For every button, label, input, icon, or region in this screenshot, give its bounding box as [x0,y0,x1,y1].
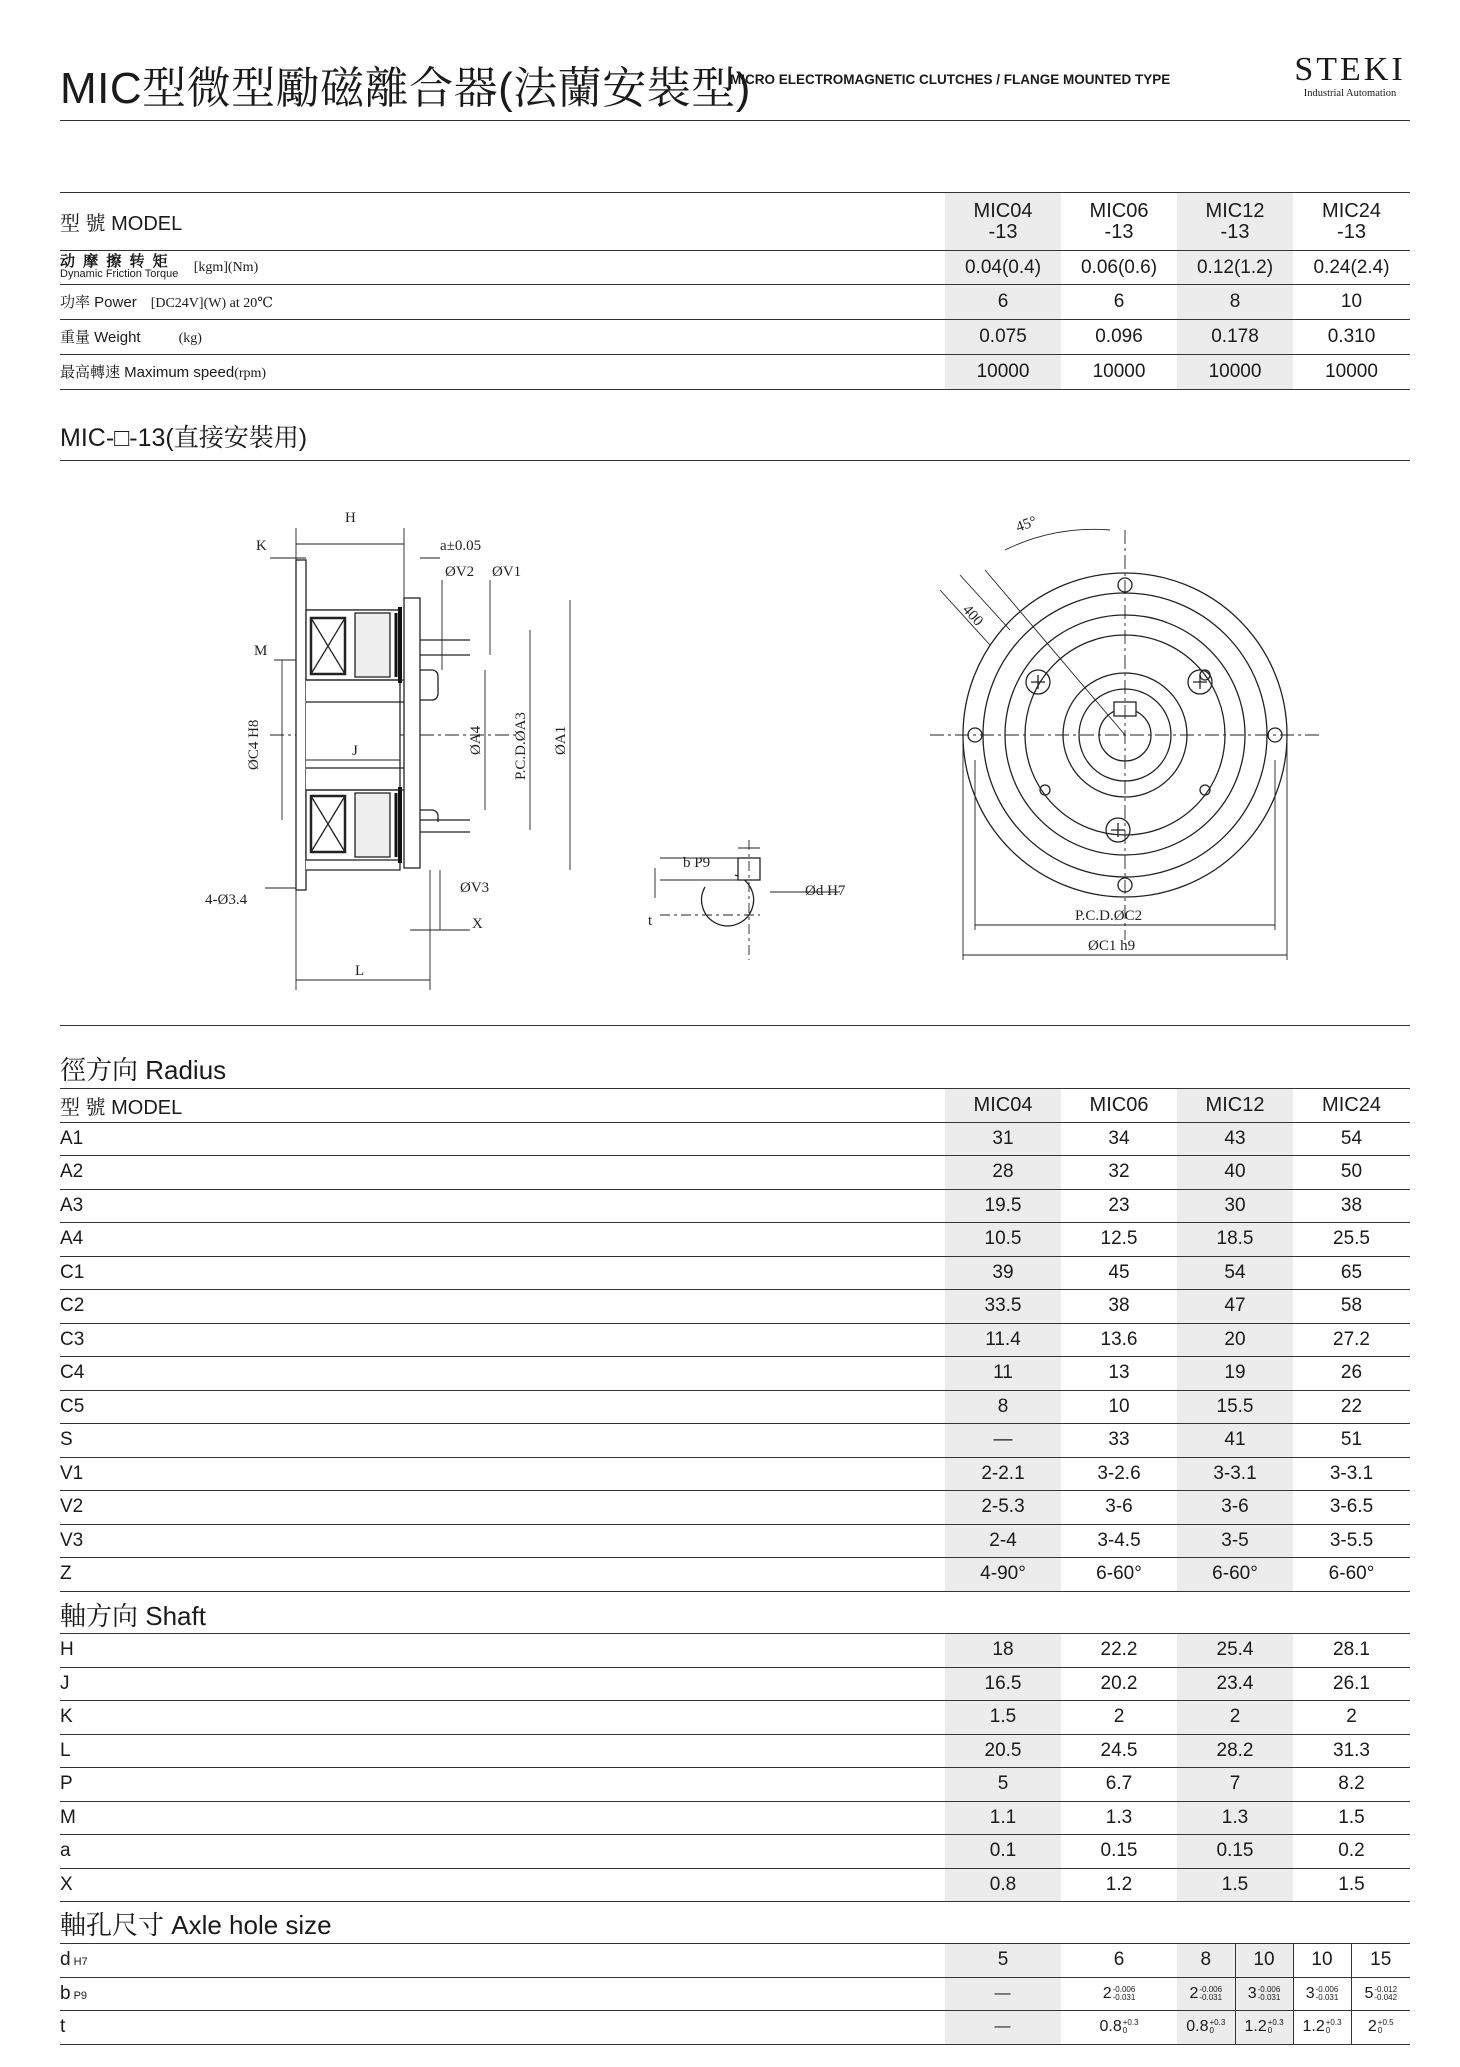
header-rule [60,120,1410,121]
radius-value: 33.5 [945,1290,1061,1324]
radius-value: 20 [1177,1323,1293,1357]
radius-value: 51 [1340,1429,1363,1451]
axle-t-value: 1.2 +0.3 0 [1235,2011,1293,2045]
radius-value: 8 [945,1390,1061,1424]
radius-value: 4-90° [945,1558,1061,1592]
shaft-key: X [60,1873,73,1895]
shaft-row [60,1768,1410,1802]
drawing-bottom-rule [60,1025,1410,1026]
radius-value: 65 [1340,1261,1363,1283]
radius-value: 11 [945,1357,1061,1391]
page-title: MIC型微型勵磁離合器(法蘭安裝型) [60,64,751,113]
radius-value: 2-4 [945,1524,1061,1558]
shaft-value: 24.5 [1100,1739,1138,1761]
label-A1: ØA1 [553,725,569,755]
radius-value: 3-2.6 [1097,1462,1141,1484]
page-subtitle: MICRO ELECTROMAGNETIC CLUTCHES / FLANGE MOUNTED TYPE [730,72,1171,87]
model-header: MIC04 [945,1089,1061,1123]
radius-value: 6-60° [1177,1558,1293,1592]
model-header: MIC12 [1177,1089,1293,1123]
radius-value: 10 [1108,1395,1130,1417]
radius-value: 19 [1177,1357,1293,1391]
model-header: MIC06 -13 [1089,199,1149,243]
weight-label: 重量 Weight (kg) [60,329,202,346]
label-L: L [355,963,365,979]
model-header: MIC06 [1089,1093,1149,1116]
axle-d-label: d H7 [60,1949,88,1971]
shaft-value: 20.2 [1100,1672,1138,1694]
shaft-value: 0.15 [1100,1840,1138,1862]
label-V2: ØV2 [445,564,475,580]
shaft-value: 25.4 [1177,1634,1293,1668]
shaft-value: 20.5 [945,1734,1061,1768]
shaft-value: 1.1 [945,1801,1061,1835]
radius-row [60,1457,1410,1491]
radius-value: 22 [1340,1395,1363,1417]
radius-value: 6-60° [1096,1563,1142,1585]
radius-key: C5 [60,1395,85,1417]
torque-label: 动 摩 擦 转 矩 Dynamic Friction Torque [kgm](Nm) [60,252,259,280]
radius-value: 11.4 [945,1323,1061,1357]
radius-row [60,1223,1410,1257]
radius-value: 19.5 [945,1189,1061,1223]
axle-d-value: 15 [1370,1949,1392,1971]
axle-t-row [60,2011,1410,2045]
model-header: MIC24 [1322,1093,1381,1116]
radius-value: 34 [1108,1127,1130,1149]
radius-value: 12.5 [1100,1228,1138,1250]
label-J: J [352,743,358,759]
shaft-value: 8.2 [1338,1773,1365,1795]
radius-value: 13 [1108,1362,1130,1384]
axle-t-value: 2 +0.5 0 [1367,2018,1394,2036]
shaft-title: 軸方向 Shaft [60,1601,206,1631]
shaft-value: 26.1 [1333,1672,1370,1694]
radius-key: A1 [60,1127,84,1149]
radius-row [60,1189,1410,1223]
speed-value: 10000 [1092,361,1146,382]
radius-row [60,1491,1410,1525]
radius-value: 27.2 [1333,1328,1370,1350]
model-header: MIC24 -13 [1322,199,1381,243]
shaft-value: 0.2 [1338,1840,1365,1862]
radius-value: 38 [1108,1295,1130,1317]
radius-value: 18.5 [1177,1223,1293,1257]
shaft-value: 7 [1177,1768,1293,1802]
spec-speed-row [60,355,1410,390]
shaft-row [60,1701,1410,1735]
radius-value: 3-3.1 [1329,1462,1374,1484]
weight-value: 0.310 [1327,326,1376,347]
radius-value: 3-4.5 [1097,1529,1141,1551]
radius-key: C3 [60,1328,85,1350]
shaft-value: 2 [1113,1706,1125,1728]
axle-d-row [60,1944,1410,1978]
shaft-value: 1.5 [1177,1868,1293,1902]
radius-value: 47 [1177,1290,1293,1324]
radius-value: 43 [1177,1122,1293,1156]
radius-value: 50 [1340,1161,1363,1183]
label-A4: ØA4 [468,725,484,755]
label-C1: ØC1 h9 [1088,938,1136,954]
model-header: MIC04 -13 [945,193,1061,251]
speed-value: 10000 [1325,361,1378,382]
radius-key: C1 [60,1261,85,1283]
radius-value: 45 [1108,1261,1130,1283]
axle-b-value: 2 -0.006 -0.031 [1177,1977,1235,2011]
axle-d-value: 6 [1113,1949,1125,1971]
power-label: 功率 Power [DC24V](W) at 20℃ [60,294,273,311]
radius-value: 3-6 [1105,1496,1133,1518]
shaft-key: J [60,1672,70,1694]
label-M: M [254,643,268,659]
axle-t-value: 0.8 +0.3 0 [1177,2011,1235,2045]
weight-value: 0.075 [945,320,1061,355]
radius-value: 23 [1108,1194,1130,1216]
label-A3: P.C.D.ØA3 [513,712,529,780]
shaft-key: P [60,1773,73,1795]
radius-value: 2-5.3 [945,1491,1061,1525]
axle-b-value: 3 -0.006 -0.031 [1293,1977,1351,2011]
axle-t-value: 0.8 +0.3 0 [1099,2018,1139,2036]
label-C4: ØC4 H8 [246,719,262,770]
shaft-row [60,1868,1410,1902]
spec-model-row [60,193,1410,251]
axle-b-value: 5 -0.012 -0.042 [1364,1984,1398,2002]
radius-table [60,1088,1410,1592]
brand-name: STEKI [1294,51,1406,88]
radius-value: 30 [1177,1189,1293,1223]
shaft-value: 5 [945,1768,1061,1802]
axle-b-label: b P9 [60,1982,88,2004]
spec-weight-row [60,320,1410,355]
radius-value: 54 [1340,1127,1363,1149]
shaft-value: 0.15 [1177,1835,1293,1869]
label-V1: ØV1 [492,564,522,580]
axle-d-value: 5 [945,1944,1061,1978]
radius-value: 40 [1177,1156,1293,1190]
shaft-value: 1.2 [1105,1873,1133,1895]
radius-key: A2 [60,1161,84,1183]
radius-value: 6-60° [1328,1563,1375,1585]
radius-value: 3-6 [1177,1491,1293,1525]
radius-key: C4 [60,1362,85,1384]
radius-value: 31 [945,1122,1061,1156]
power-value: 10 [1340,291,1363,312]
shaft-value: 0.1 [945,1835,1061,1869]
radius-row [60,1290,1410,1324]
label-holes: 4-Ø3.4 [205,892,248,908]
shaft-row [60,1634,1410,1668]
radius-value: 33 [1108,1429,1130,1451]
shaft-key: H [60,1639,74,1661]
shaft-value: 18 [945,1634,1061,1668]
radius-title: 徑方向 Radius [60,1055,227,1085]
radius-value: 3-5.5 [1329,1529,1374,1551]
model-header: MIC12 -13 [1177,193,1293,251]
torque-value: 0.04(0.4) [945,251,1061,285]
label-dH7: Ød H7 [805,883,846,899]
radius-key: V3 [60,1529,84,1551]
radius-row [60,1256,1410,1290]
weight-value: 0.178 [1177,320,1293,355]
radius-value: 38 [1340,1194,1363,1216]
shaft-row [60,1801,1410,1835]
shaft-value: 0.8 [945,1868,1061,1902]
radius-row [60,1156,1410,1190]
axle-d-value: 10 [1293,1944,1351,1978]
shaft-row [60,1835,1410,1869]
radius-value: 58 [1340,1295,1363,1317]
brand-tagline: Industrial Automation [1303,88,1397,99]
shaft-key: M [60,1806,76,1828]
shaft-value: 22.2 [1100,1639,1138,1661]
shaft-value: 6.7 [1105,1773,1133,1795]
axle-t-value: 1.2 +0.3 0 [1293,2011,1351,2045]
spec-table [60,192,1410,390]
radius-key: V1 [60,1462,84,1484]
torque-value: 0.06(0.6) [1080,256,1158,278]
axle-b-value: 3 -0.006 -0.031 [1235,1977,1293,2011]
shaft-key: K [60,1706,73,1728]
label-K: K [256,538,267,554]
radius-row [60,1524,1410,1558]
axle-b-row [60,1977,1410,2011]
radius-value: 3-3.1 [1177,1457,1293,1491]
model-label: 型 號 MODEL [60,1096,183,1119]
label-X: X [472,916,483,932]
axle-t-value: — [945,2011,1061,2045]
label-t: t [648,913,653,929]
radius-value: 2-2.1 [945,1457,1061,1491]
speed-value: 10000 [1177,355,1293,390]
axle-d-value: 8 [1177,1944,1235,1978]
radius-value: 15.5 [1177,1390,1293,1424]
spec-torque-row [60,251,1410,285]
shaft-value: 1.5 [1338,1806,1365,1828]
radius-value: 28 [945,1156,1061,1190]
shaft-row [60,1734,1410,1768]
radius-row [60,1323,1410,1357]
radius-row [60,1424,1410,1458]
shaft-value: 16.5 [945,1667,1061,1701]
radius-value: 26 [1340,1362,1363,1384]
radius-key: S [60,1429,73,1451]
front-view [930,529,1320,960]
shaft-key: L [60,1739,71,1761]
label-angle: 45° [1013,513,1040,536]
radius-value: 10.5 [945,1223,1061,1257]
radius-row [60,1122,1410,1156]
power-value: 8 [1177,285,1293,320]
radius-model-row [60,1089,1410,1123]
label-a: a±0.05 [440,538,482,554]
spec-power-row [60,285,1410,320]
technical-drawing [0,470,1460,1000]
axle-b-value: 2 -0.006 -0.031 [1102,1984,1136,2002]
weight-value: 0.096 [1095,326,1143,347]
mount-title: MIC-□-13(直接安裝用) [60,424,308,452]
torque-value: 0.24(2.4) [1313,256,1390,278]
speed-label: 最高轉速 Maximum speed(rpm) [60,364,267,381]
shaft-row [60,1667,1410,1701]
axle-d-value: 10 [1235,1944,1293,1978]
shaft-value: 1.5 [1338,1873,1365,1895]
shaft-value: 1.3 [1105,1806,1133,1828]
shaft-value: 2 [1177,1701,1293,1735]
power-value: 6 [1113,291,1125,312]
model-label: 型 號 MODEL [60,213,183,235]
speed-value: 10000 [945,355,1061,390]
radius-key: Z [60,1563,72,1585]
shaft-value: 28.2 [1177,1734,1293,1768]
shaft-value: 1.5 [945,1701,1061,1735]
axle-title: 軸孔尺寸 Axle hole size [60,1910,332,1940]
torque-value: 0.12(1.2) [1177,251,1293,285]
shaft-value: 31.3 [1333,1739,1370,1761]
radius-value: — [945,1424,1061,1458]
shaft-value: 2 [1346,1706,1357,1728]
label-z: 400 [959,601,986,630]
radius-row [60,1558,1410,1592]
radius-value: 3-6.5 [1329,1496,1374,1518]
shaft-table [60,1633,1410,1902]
axle-b-value: — [945,1977,1061,2011]
label-C2: P.C.D.ØC2 [1075,908,1143,924]
shaft-key: a [60,1840,71,1862]
power-value: 6 [945,285,1061,320]
radius-key: A3 [60,1194,84,1216]
radius-key: A4 [60,1228,84,1250]
radius-value: 13.6 [1100,1328,1138,1350]
axle-t-label: t [60,2016,66,2038]
label-bP9: b P9 [683,855,711,871]
radius-key: C2 [60,1295,85,1317]
shaft-value: 28.1 [1333,1639,1370,1661]
radius-value: 41 [1177,1424,1293,1458]
label-H: H [345,510,356,526]
brand-logo [1290,52,1410,100]
radius-value: 54 [1177,1256,1293,1290]
mount-rule [60,460,1410,461]
shaft-value: 23.4 [1177,1667,1293,1701]
axle-table [60,1943,1410,2045]
radius-row [60,1357,1410,1391]
radius-value: 32 [1108,1161,1130,1183]
radius-value: 25.5 [1333,1228,1370,1250]
shaft-value: 1.3 [1177,1801,1293,1835]
radius-value: 39 [945,1256,1061,1290]
radius-key: V2 [60,1496,84,1518]
label-V3: ØV3 [460,880,490,896]
radius-value: 3-5 [1177,1524,1293,1558]
radius-row [60,1390,1410,1424]
